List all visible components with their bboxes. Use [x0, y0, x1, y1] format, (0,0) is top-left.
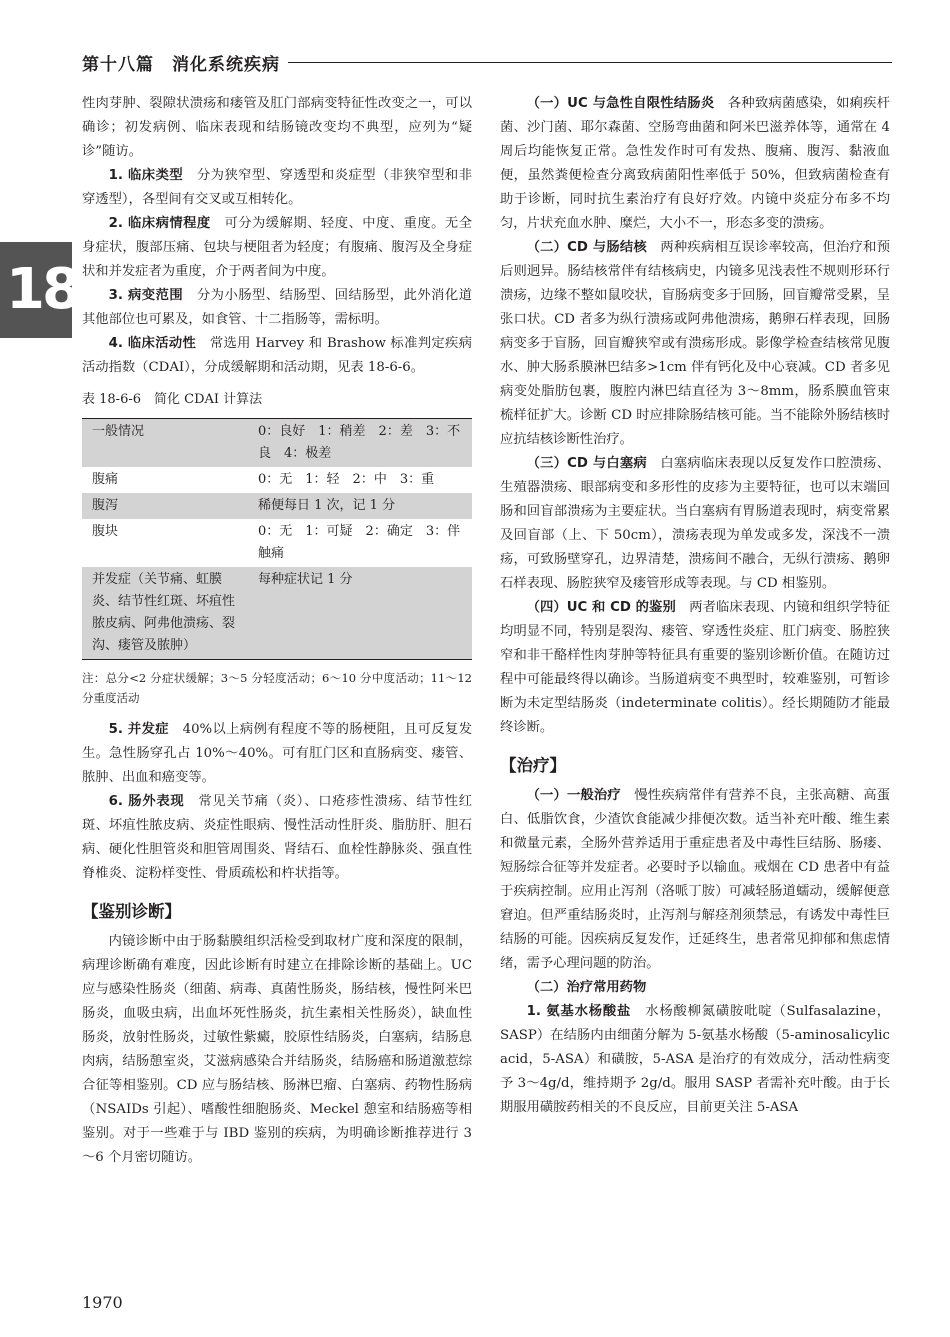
page-number: 1970 [82, 1293, 123, 1312]
drugs-heading: （二）治疗常用药物 [526, 980, 647, 995]
diff-item: （一）UC 与急性自限性结肠炎 各种致病菌感染，如痢疾杆菌、沙门菌、耶尔森菌、空肠弯曲菌和阿米巴滋养体等，通常在 4 周后均能恢复正常。急性发作时可有发热、腹痛、腹泻、黏液血便，虽然粪便检查分离致病菌阳性率低于 50%，但致病菌检查有助于诊断，同时抗生素治疗有良好疗效。内镜中炎症分布多不均匀，片状充血水肿、糜烂，大小不一，形态多变的溃疡。 [500, 96, 891, 231]
diff-item: （三）CD 与白塞病 白塞病临床表现以反复发作口腔溃疡、生殖器溃疡、眼部病变和多形性的皮疹为主要特征，也可以末端回肠和回盲部溃疡为主要症状。当白塞病有胃肠道表现时，病变常累及回盲部（上、下 50cm），溃疡表现为单发或多发，深浅不一溃疡，可致肠壁穿孔，边界清楚，溃疡间不融合，无纵行溃疡、鹅卵石样表现、肠腔狭窄及瘘管形成等表现。与 CD 相鉴别。 [500, 456, 890, 591]
chapter-tab [0, 242, 78, 338]
list-item: 1. 临床类型 分为狭窄型、穿透型和炎症型（非狭窄型和非穿透型），各型间有交叉或互相转化。 [82, 168, 472, 207]
section-heading-treatment: 【治疗】 [500, 756, 566, 775]
right-column [500, 92, 890, 1120]
left-column [82, 92, 472, 1170]
table-row: 一般情况 0：良好 1：稍差 2：差 3：不良 4：极差 [82, 419, 472, 468]
running-header [82, 48, 892, 76]
table-caption: 表 18-6-6 简化 CDAI 计算法 [82, 392, 263, 407]
list-item: 3. 病变范围 分为小肠型、结肠型、回结肠型，此外消化道其他部位也可累及，如食管、十二指肠等，需标明。 [82, 288, 472, 327]
table-note: 注：总分<2 分症状缓解；3～5 分轻度活动；6～10 分中度活动；11～12 分重度活动 [82, 671, 472, 705]
general-treatment: （一）一般治疗 慢性疾病常伴有营养不良，主张高糖、高蛋白、低脂饮食，少渣饮食能减少排便次数。适当补充叶酸、维生素和微量元素，全肠外营养适用于重症患者及中毒性巨结肠、肠瘘、短肠综合征等并发症者。必要时予以输血。戒烟在 CD 患者中有益于疾病控制。应用止泻剂（洛哌丁胺）可减轻肠道蠕动，缓解便意窘迫。但严重结肠炎时，止泻剂与解痉剂须禁忌，有诱发中毒性巨结肠的可能。因疾病反复发作，迁延终生，患者常见抑郁和焦虑情绪，需予心理问题的防治。 [500, 788, 891, 971]
diff-item: （四）UC 和 CD 的鉴别 两者临床表现、内镜和组织学特征均明显不同，特别是裂沟、瘘管、穿透性炎症、肛门病变、肠腔狭窄和非干酪样性肉芽肿等特征具有重要的鉴别诊断价值。在随访过程中可能最终得以确诊。当肠道病变不典型时，较难鉴别，可暂诊断为未定型结肠炎（indeterminate colitis）。经长期随防才能最终诊断。 [500, 600, 890, 735]
list-item: 5. 并发症 40%以上病例有程度不等的肠梗阻，且可反复发生。急性肠穿孔占 10%～40%。可有肛门区和直肠病变、瘘管、脓肿、出血和癌变等。 [82, 722, 472, 785]
table-row: 腹泻 稀便每日 1 次，记 1 分 [82, 493, 472, 519]
table-row: 并发症（关节痛、虹膜炎、结节性红斑、坏疽性脓皮病、阿弗他溃疡、裂沟、瘘管及脓肿） 每种症状记 1 分 [82, 567, 472, 660]
table-row: 腹痛 0：无 1：轻 2：中 3：重 [92, 472, 435, 487]
cdai-table [82, 418, 472, 660]
chapter-tab-label: 18 [6, 257, 78, 322]
differential-paragraph: 内镜诊断中由于肠黏膜组织活检受到取材广度和深度的限制，病理诊断确有难度，因此诊断有时建立在排除诊断的基础上。UC 应与感染性肠炎（细菌、病毒、真菌性肠炎，肠结核，慢性阿米巴肠炎，血吸虫病，出血坏死性肠炎，抗生素相关性肠炎），缺血性肠炎，放射性肠炎，过敏性紫癜，胶原性结肠炎，白塞病，结肠息肉病，结肠憩室炎，艾滋病感染合并结肠炎，结肠癌和肠道激惹综合征等相鉴别。CD 应与肠结核、肠淋巴瘤、白塞病、药物性肠病（NSAIDs 引起）、嗜酸性细胞肠炎、Meckel 憩室和结肠癌等相鉴别。对于一些难于与 IBD 鉴别的疾病，为明确诊断推荐进行 3～6 个月密切随访。 [82, 934, 472, 1165]
drug-item: 1. 氨基水杨酸盐 水杨酸柳氮磺胺吡啶（Sulfasalazine，SASP）在结肠内由细菌分解为 5-氨基水杨酸（5-aminosalicylic acid，5-ASA）和磺胺，5-ASA 是治疗的有效成分，活动性病变予 3～4g/d，维持期予 2g/d。服用 SASP 者需补充叶酸。由于长期服用磺胺药相关的不良反应，目前更关注 5-ASA [500, 1004, 890, 1115]
header-title: 第十八篇 消化系统疾病 [82, 50, 288, 75]
list-item: 4. 临床活动性 常选用 Harvey 和 Brashow 标准判定疾病活动指数（CDAI），分成缓解期和活动期，见表 18-6-6。 [82, 336, 472, 375]
intro-paragraph: 性肉芽肿、裂隙状溃疡和瘘管及肛门部病变特征性改变之一，可以确诊；初发病例、临床表现和结肠镜改变均不典型，应列为“疑诊”随访。 [82, 96, 472, 159]
table-row: 腹块 0：无 1：可疑 2：确定 3：伴触痛 [92, 524, 461, 561]
list-item: 6. 肠外表现 常见关节痛（炎）、口疮疹性溃疡、结节性红斑、坏疽性脓皮病、炎症性眼病、慢性活动性肝炎、脂肪肝、胆石病、硬化性胆管炎和胆管周围炎、肾结石、血栓性静脉炎、强直性脊椎炎、淀粉样变性、骨质疏松和杵状指等。 [82, 794, 472, 881]
section-heading-differential: 【鉴别诊断】 [82, 902, 181, 921]
list-item: 2. 临床病情程度 可分为缓解期、轻度、中度、重度。无全身症状，腹部压痛、包块与梗阻者为轻度；有腹痛、腹泻及全身症状和并发症者为重度，介于两者间为中度。 [82, 216, 473, 279]
diff-item: （二）CD 与肠结核 两种疾病相互误诊率较高，但治疗和预后则迥异。肠结核常伴有结核病史，内镜多见浅表性不规则形环行溃疡，边缘不整如鼠咬状，盲肠病变多于回肠，回盲瓣常受累，呈张口状。CD 者多为纵行溃疡或阿弗他溃疡，鹅卵石样表现，回肠病变多于盲肠，回盲瓣狭窄或有溃疡形成。影像学检查结核常见腹水、肿大肠系膜淋巴结多>1cm 伴有钙化及中心衰减。CD 者多见病变处脂肪包裹，腹腔内淋巴结直径为 3～8mm，肠系膜血管束梳样征扩大。诊断 CD 时应排除肠结核可能。当不能除外肠结核时应抗结核诊断性治疗。 [500, 240, 890, 447]
